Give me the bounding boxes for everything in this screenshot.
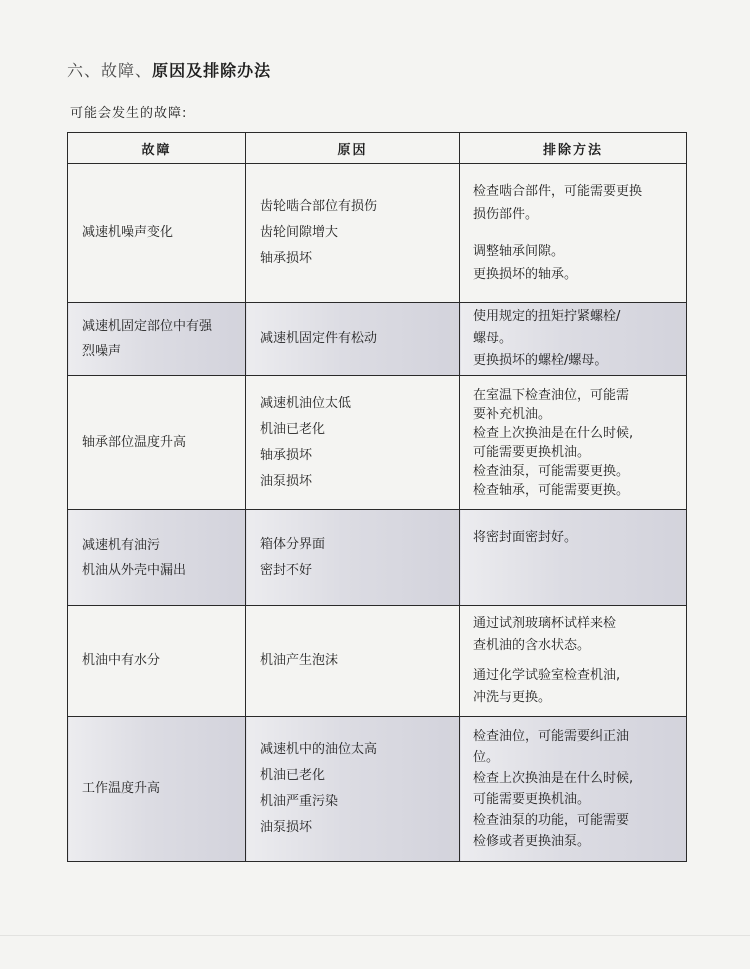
heading-part-cause: 原因及排除办法 <box>152 61 272 80</box>
cause-text: 机油已老化 <box>260 421 326 437</box>
remedy-text: 冲洗与更换。 <box>473 690 552 705</box>
cause-text: 油泵损坏 <box>260 473 313 489</box>
remedy-text: 检查轴承，可能需要更换。 <box>473 482 630 498</box>
cause-cell <box>246 717 460 862</box>
fault-text: 机油中有水分 <box>82 653 161 668</box>
cause-text: 密封不好 <box>260 562 313 578</box>
fault-text: 减速机固定部位中有强 <box>82 319 213 334</box>
remedy-text: 要补充机油。 <box>473 406 552 422</box>
page-edge-line <box>0 935 750 936</box>
remedy-cell <box>460 606 687 717</box>
cause-cell <box>246 376 460 510</box>
heading-part-fault: 故障 <box>101 61 136 80</box>
intro-text: 可能会发生的故障: <box>70 106 188 121</box>
cause-text: 机油已老化 <box>260 768 326 783</box>
fault-cell <box>68 510 246 606</box>
cause-text: 轴承损坏 <box>260 447 313 463</box>
cause-text: 齿轮啮合部位有损伤 <box>260 199 378 214</box>
remedy-text: 通过化学试验室检查机油, <box>473 668 621 683</box>
cause-text: 减速机固定件有松动 <box>260 331 378 346</box>
remedy-text: 检查油泵的功能，可能需要 <box>473 813 630 828</box>
fault-cell <box>68 164 246 303</box>
remedy-text: 可能需要更换机油。 <box>473 792 591 807</box>
remedy-text: 将密封面密封好。 <box>473 530 578 545</box>
table-row <box>68 376 687 510</box>
fault-text: 减速机噪声变化 <box>82 225 174 240</box>
fault-cell <box>68 717 246 862</box>
cause-cell <box>246 606 460 717</box>
heading-separator: 、 <box>84 61 102 80</box>
remedy-text: 检查油位，可能需要纠正油 <box>473 729 630 744</box>
remedy-text: 通过试剂玻璃杯试样来检 <box>473 616 617 631</box>
remedy-text: 检查油泵，可能需要更换。 <box>473 463 630 479</box>
cause-text: 齿轮间隙增大 <box>260 225 339 240</box>
table-row <box>68 606 687 717</box>
fault-cell <box>68 303 246 376</box>
header-fault: 故障 <box>68 133 246 164</box>
remedy-text: 螺母。 <box>473 331 513 346</box>
remedy-text: 位。 <box>473 750 500 765</box>
table-row <box>68 303 687 376</box>
cause-cell <box>246 510 460 606</box>
remedy-text: 更换损坏的轴承。 <box>473 267 578 282</box>
remedy-text: 可能需要更换机油。 <box>473 444 591 460</box>
remedy-spacer <box>473 226 680 240</box>
table-row <box>68 510 687 606</box>
remedy-text: 调整轴承间隙。 <box>473 244 565 259</box>
remedy-text: 检查上次换油是在什么时候, <box>473 771 634 786</box>
cause-cell <box>246 303 460 376</box>
fault-text: 减速机有油污 <box>82 537 161 553</box>
cause-text: 减速机中的油位太高 <box>260 742 378 757</box>
remedy-spacer <box>473 657 680 665</box>
cause-cell <box>246 164 460 303</box>
table-row <box>68 717 687 862</box>
heading-separator: 、 <box>135 61 153 80</box>
remedy-text: 检修或者更换油泵。 <box>473 834 591 849</box>
cause-text: 轴承损坏 <box>260 251 313 266</box>
table-row <box>68 164 687 303</box>
section-heading <box>67 58 271 81</box>
cause-text: 减速机油位太低 <box>260 395 352 411</box>
remedy-cell <box>460 164 687 303</box>
fault-cell <box>68 606 246 717</box>
cause-text: 机油严重污染 <box>260 794 339 809</box>
remedy-text: 使用规定的扭矩拧紧螺栓/ <box>473 309 621 324</box>
cause-text: 机油产生泡沫 <box>260 653 339 668</box>
header-remedy: 排除方法 <box>460 133 687 164</box>
fault-text: 轴承部位温度升高 <box>82 434 187 450</box>
fault-text: 机油从外壳中漏出 <box>82 562 187 578</box>
remedy-text: 损伤部件。 <box>473 207 539 222</box>
remedy-cell <box>460 376 687 510</box>
fault-text: 烈噪声 <box>82 344 122 359</box>
remedy-text: 检查啮合部件，可能需要更换 <box>473 184 643 199</box>
fault-table <box>67 132 687 862</box>
remedy-text: 在室温下检查油位，可能需 <box>473 387 630 403</box>
cause-text: 箱体分界面 <box>260 536 326 552</box>
remedy-cell <box>460 717 687 862</box>
remedy-cell <box>460 303 687 376</box>
fault-text: 工作温度升高 <box>82 781 161 796</box>
remedy-text: 检查上次换油是在什么时候, <box>473 425 634 441</box>
fault-cell <box>68 376 246 510</box>
remedy-text: 查机油的含水状态。 <box>473 638 591 653</box>
cause-text: 油泵损坏 <box>260 820 313 835</box>
remedy-cell <box>460 510 687 606</box>
remedy-text: 更换损坏的螺栓/螺母。 <box>473 353 608 368</box>
table-header-row <box>68 133 687 164</box>
header-cause: 原因 <box>246 133 460 164</box>
heading-number: 六 <box>67 61 85 80</box>
